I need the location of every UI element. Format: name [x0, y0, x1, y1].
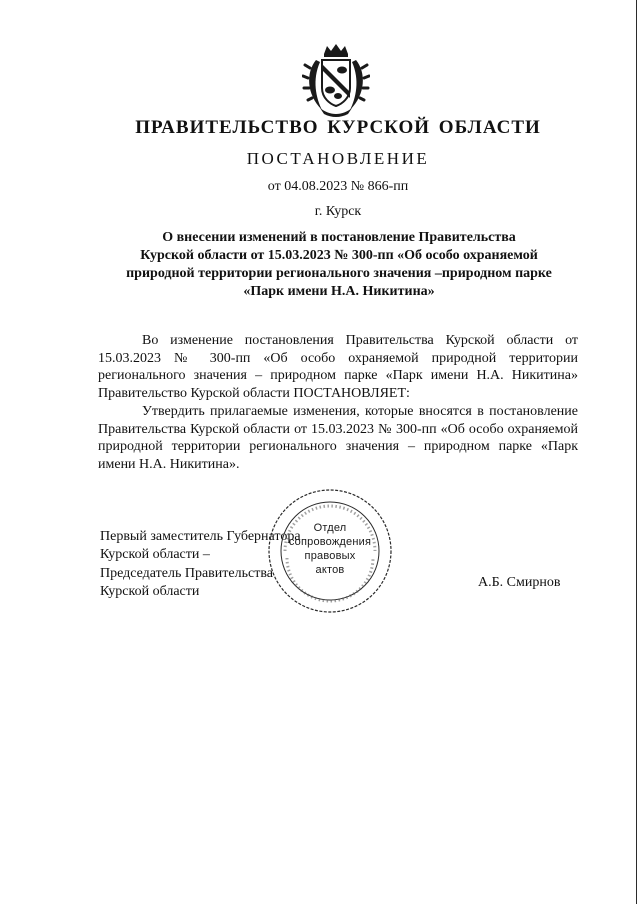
document-type: ПОСТАНОВЛЕНИЕ	[246, 149, 430, 168]
body-paragraph: Утвердить прилагаемые изменения, которые вносятся в постановление Правительства Курской области от 15.03.2023 № 300-пп «Об особо охраняемой природной территории регионального значения – природном парке «Парк имени Н.А. Никитина».	[98, 403, 578, 472]
stamp-text-line: сопровождения	[288, 536, 372, 548]
document-city: г. Курск	[314, 204, 362, 219]
document-subject	[96, 229, 582, 301]
stamp-text-line: актов	[315, 564, 345, 576]
signer-position-line: Председатель Правительства	[100, 565, 273, 581]
subject-line: природной территории регионального значения –природном парке	[126, 266, 552, 281]
stamp-text-line: правовых	[304, 550, 356, 562]
legal-department-stamp	[265, 486, 395, 616]
body-paragraph: Во изменение постановления Правительства Курской области от 15.03.2023 № 300-пп «Об особо охраняемой природной территории регионального значения – природном парке «Парк имени Н.А. Никитина» Правительство Курской области ПОСТАНОВЛЯЕТ:	[98, 333, 578, 402]
document-date-number: от 04.08.2023 № 866-пп	[267, 179, 409, 194]
subject-line: «Парк имени Н.А. Никитина»	[243, 284, 435, 299]
kursk-coat-of-arms-icon	[302, 42, 370, 118]
stamp-text-line: Отдел	[313, 522, 347, 534]
document-body	[98, 332, 578, 474]
signer-name: А.Б. Смирнов	[478, 575, 561, 590]
signer-position-line: Курской области –	[100, 547, 210, 563]
signer-position-line: Первый заместитель Губернатора	[100, 529, 301, 544]
signer-position-line: Курской области	[100, 583, 200, 599]
subject-line: О внесении изменений в постановление Правительства	[162, 230, 516, 245]
subject-line: Курской области от 15.03.2023 № 300-пп «Об особо охраняемой	[140, 248, 538, 263]
government-title: ПРАВИТЕЛЬСТВО КУРСКОЙ ОБЛАСТИ	[135, 117, 541, 138]
